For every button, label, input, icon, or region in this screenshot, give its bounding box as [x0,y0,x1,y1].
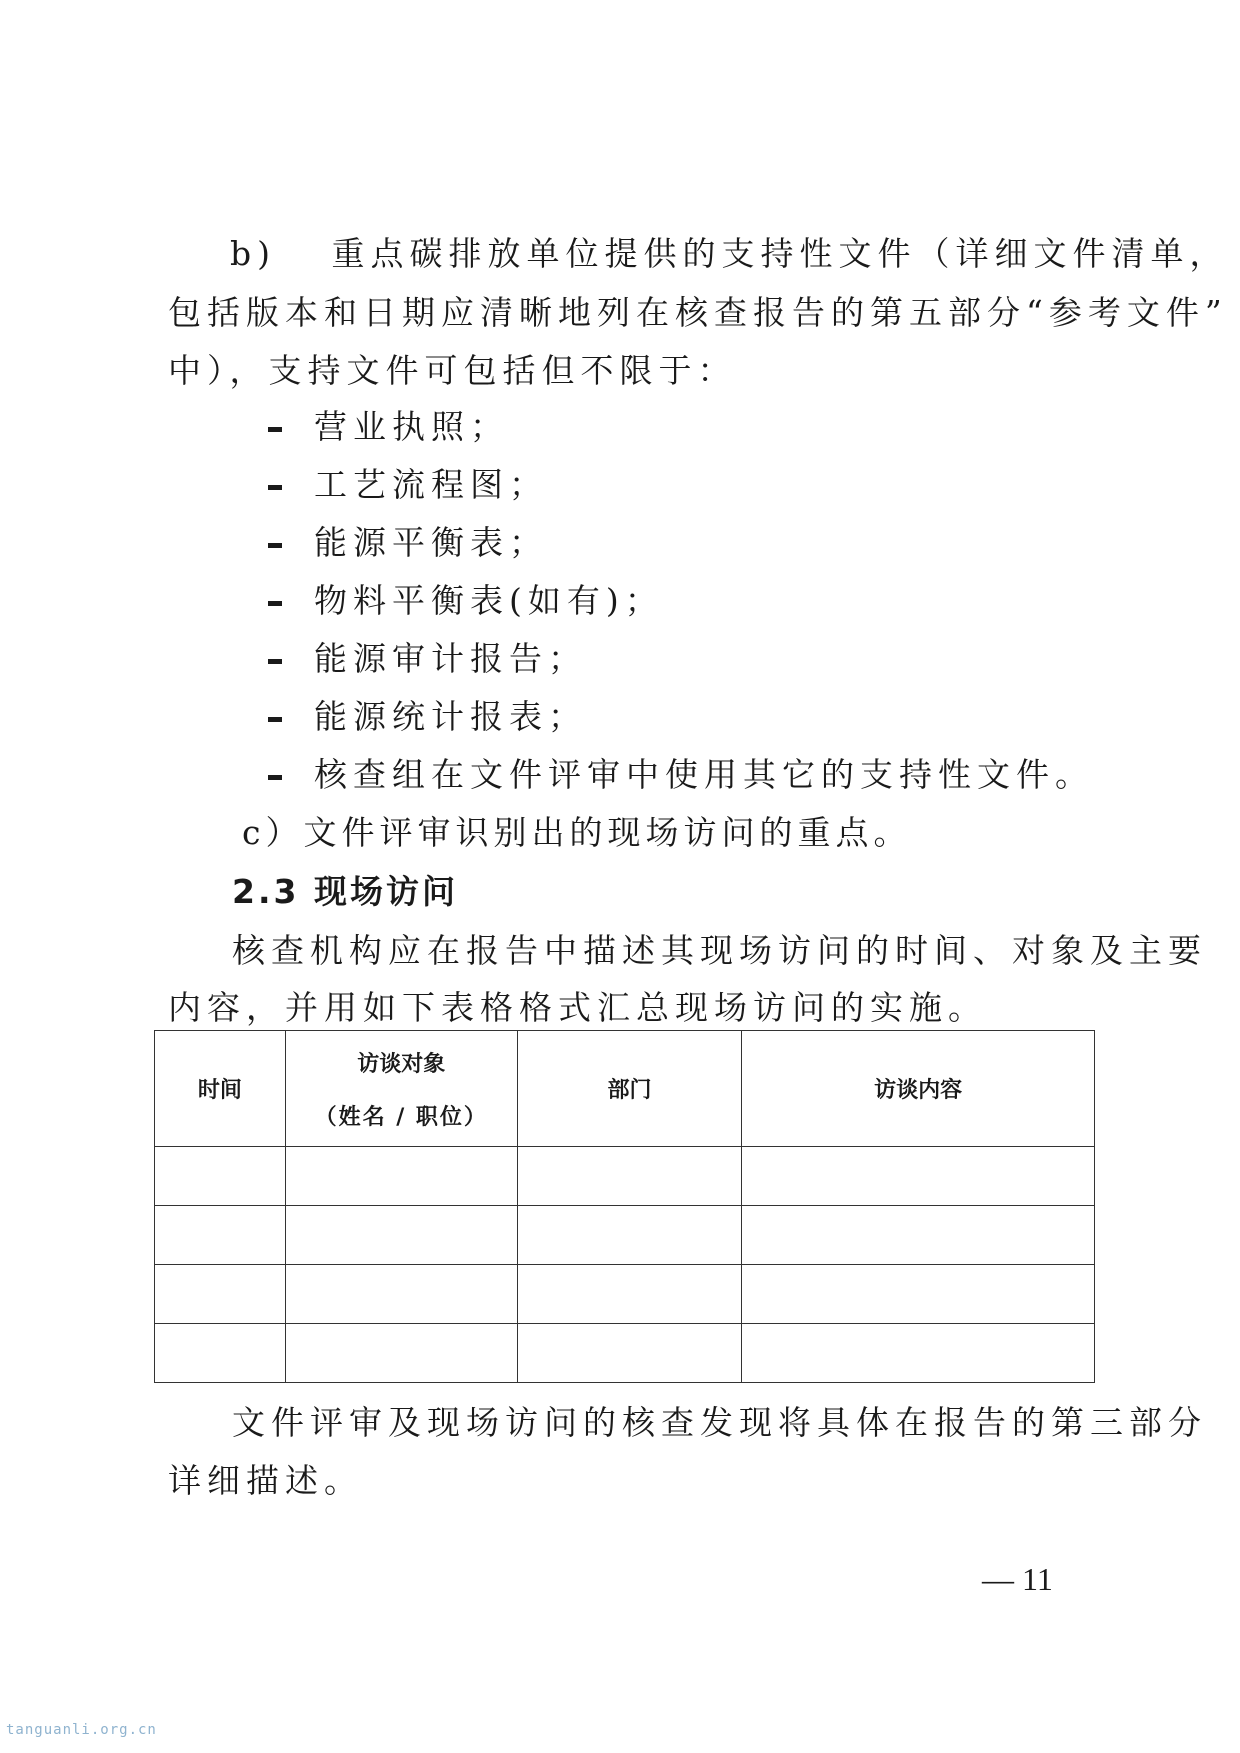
table-cell [155,1324,286,1383]
table-cell [742,1265,1095,1324]
header-interviewee-sub: （姓名 / 职位） [314,1104,488,1130]
closing-line-1: 文件评审及现场访问的核查发现将具体在报告的第三部分 [232,1403,1207,1442]
table-row [155,1206,1095,1265]
paragraph-b-line-3: 中），支持文件可包括但不限于： [168,351,737,390]
bullet-dash-icon [268,775,282,780]
bullet-dash-icon [268,485,282,490]
header-interviewee [285,1031,517,1147]
table-cell [285,1324,517,1383]
table-cell [155,1206,286,1265]
table-row [155,1324,1095,1383]
paragraph-c: c）文件评审识别出的现场访问的重点。 [242,813,912,852]
table-cell [285,1265,517,1324]
site-visit-table [154,1030,1095,1383]
table-cell [742,1147,1095,1206]
header-content: 访谈内容 [742,1031,1095,1147]
bullet-dash-icon [268,543,282,548]
table-cell [155,1265,286,1324]
table-cell [517,1324,742,1383]
header-time: 时间 [155,1031,286,1147]
table-row [155,1265,1095,1324]
table-cell [285,1147,517,1206]
table-row [155,1147,1095,1206]
table-cell [742,1206,1095,1265]
bullet-dash-icon [268,717,282,722]
list-item-text: 能源平衡表； [314,523,548,562]
table-cell [285,1206,517,1265]
table-cell [742,1324,1095,1383]
table-header-row [155,1031,1095,1147]
list-item-text: 物料平衡表(如有)； [314,581,664,620]
header-department: 部门 [517,1031,742,1147]
bullet-dash-icon [268,659,282,664]
table-cell [517,1147,742,1206]
section-intro-line-2: 内容，并用如下表格格式汇总现场访问的实施。 [168,988,987,1027]
closing-line-2: 详细描述。 [168,1461,363,1500]
list-item-text: 核查组在文件评审中使用其它的支持性文件。 [314,755,1094,794]
header-interviewee-main: 访谈对象 [357,1051,446,1077]
section-intro-line-1: 核查机构应在报告中描述其现场访问的时间、对象及主要 [232,931,1207,970]
list-item-text: 营业执照； [314,407,509,446]
list-item-text: 工艺流程图； [314,465,548,504]
watermark-text: tanguanli.org.cn [6,1722,157,1738]
bullet-dash-icon [268,427,282,432]
section-heading: 2.3 现场访问 [232,872,458,911]
list-item-text: 能源审计报告； [314,639,587,678]
table-cell [517,1265,742,1324]
bullet-dash-icon [268,601,282,606]
paragraph-b-line-1: b) 重点碳排放单位提供的支持性文件（详细文件清单， [230,234,1229,273]
table-cell [155,1147,286,1206]
paragraph-b-line-2: 包括版本和日期应清晰地列在核查报告的第五部分“参考文件” [168,293,1228,332]
page-number: — 11 [982,1561,1053,1597]
table-cell [517,1206,742,1265]
list-item-text: 能源统计报表； [314,697,587,736]
